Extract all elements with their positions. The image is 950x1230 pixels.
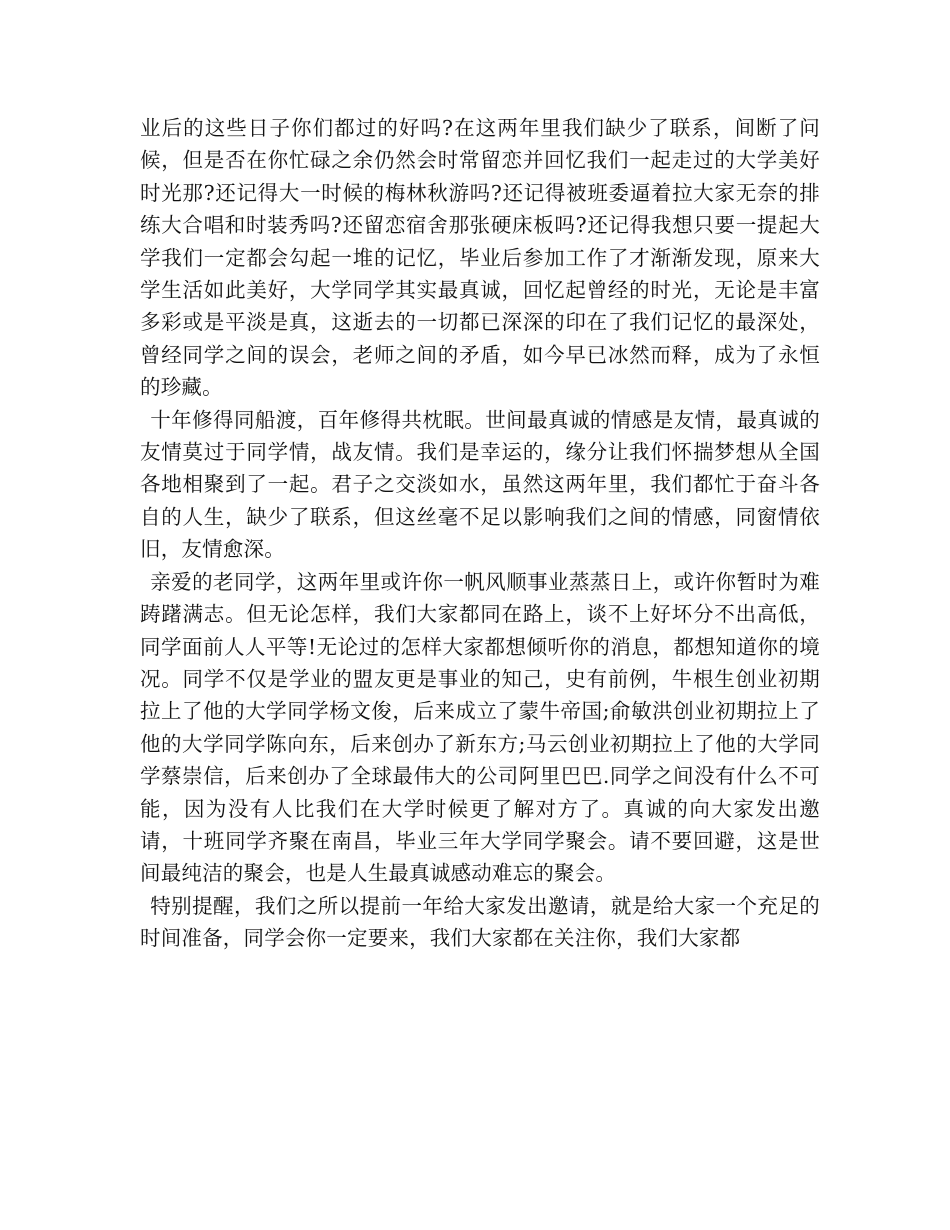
paragraph-4: 特别提醒，我们之所以提前一年给大家发出邀请，就是给大家一个充足的时间准备，同学会你一定要来，我们大家都在关注你，我们大家都 — [140, 893, 820, 951]
paragraph-3: 亲爱的老同学，这两年里或许你一帆风顺事业蒸蒸日上，或许你暂时为难踌躇满志。但无论怎样，我们大家都同在路上，谈不上好坏分不出高低，同学面前人人平等!无论过的怎样大家都想倾听你的消息，都想知道你的境况。同学不仅是学业的盟友更是事业的知己，史有前例，牛根生创业初期拉上了他的大学同学杨文俊，后来成立了蒙牛帝国;俞敏洪创业初期拉上了他的大学同学陈向东，后来创办了新东方;马云创业初期拉上了他的大学同学蔡崇信，后来创办了全球最伟大的公司阿里巴巴.同学之间没有什么不可能，因为没有人比我们在大学时候更了解对方了。真诚的向大家发出邀请，十班同学齐聚在南昌，毕业三年大学同学聚会。请不要回避，这是世间最纯洁的聚会，也是人生最真诚感动难忘的聚会。 — [140, 569, 820, 886]
paragraph-1: 业后的这些日子你们都过的好吗?在这两年里我们缺少了联系，间断了问候，但是否在你忙碌之余仍然会时常留恋并回忆我们一起走过的大学美好时光那?还记得大一时候的梅林秋游吗?还记得被班委逼着拉大家无奈的排练大合唱和时装秀吗?还留恋宿舍那张硬床板吗?还记得我想只要一提起大学我们一定都会勾起一堆的记忆，毕业后参加工作了才渐渐发现，原来大学生活如此美好，大学同学其实最真诚，回忆起曾经的时光，无论是丰富多彩或是平淡是真，这逝去的一切都已深深的印在了我们记忆的最深处，曾经同学之间的误会，老师之间的矛盾，如今早已冰然而释，成为了永恒的珍藏。 — [140, 116, 820, 400]
document-body — [140, 112, 820, 955]
paragraph-2: 十年修得同船渡，百年修得共枕眠。世间最真诚的情感是友情，最真诚的友情莫过于同学情，战友情。我们是幸运的，缘分让我们怀揣梦想从全国各地相聚到了一起。君子之交淡如水，虽然这两年里，我们都忙于奋斗各自的人生，缺少了联系，但这丝毫不足以影响我们之间的情感，同窗情依旧，友情愈深。 — [140, 407, 820, 562]
